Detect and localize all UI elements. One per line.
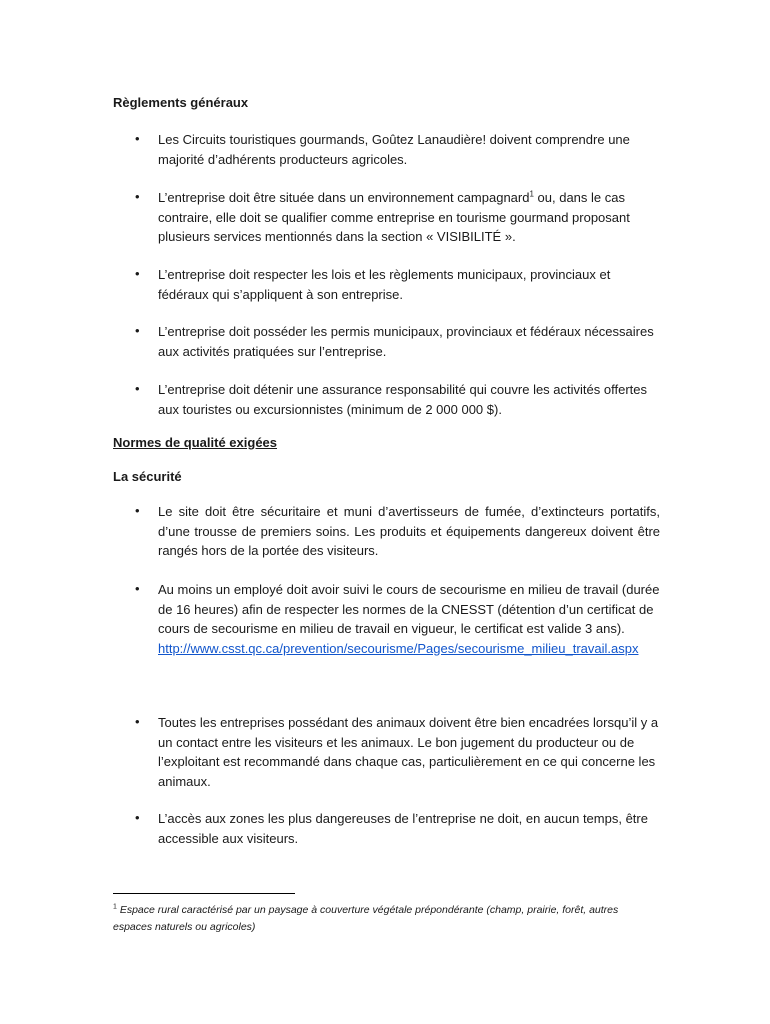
list-item-text: L’entreprise doit posséder les permis municipaux, provinciaux et fédéraux nécessaires aux activités pratiquées sur l’entreprise. <box>158 324 654 359</box>
list-item-text-part: L’entreprise doit être située dans un environnement campagnard <box>158 190 530 205</box>
list-item-text: L’accès aux zones les plus dangereuses de l’entreprise ne doit, en aucun temps, être accessible aux visiteurs. <box>158 811 648 846</box>
list-item-text: Le site doit être sécuritaire et muni d’avertisseurs de fumée, d’extincteurs portatifs, d’une trousse de premiers soins. Les produits et équipements dangereux doivent être rangés hors de la portée des visiteurs. <box>158 504 660 558</box>
list-item <box>135 322 660 361</box>
heading-security: La sécurité <box>113 469 182 484</box>
list-item <box>135 809 660 848</box>
bullet-icon: • <box>135 714 140 729</box>
list-item-text-part: Au moins un employé doit avoir suivi le cours de secourisme en milieu de travail (durée de 16 heures) afin de respecter les normes de la CNESST (détention d’un certificat de cours de secourisme en milieu de travail en vigueur, le certificat est valide 3 ans). <box>158 582 660 636</box>
footnote <box>113 902 643 936</box>
list-item-text: L’entreprise doit respecter les lois et les règlements municipaux, provinciaux et fédéraux qui s’appliquent à son entreprise. <box>158 267 611 302</box>
list-item-text <box>158 580 660 658</box>
bullet-icon: • <box>135 189 140 204</box>
list-item-text: Les Circuits touristiques gourmands, Goûtez Lanaudière! doivent comprendre une majorité d’adhérents producteurs agricoles. <box>158 132 630 167</box>
list-item <box>135 713 660 791</box>
list-item <box>135 502 660 561</box>
heading-general-rules: Règlements généraux <box>113 95 249 110</box>
bullet-icon: • <box>135 810 140 825</box>
bullet-icon: • <box>135 381 140 396</box>
list-item <box>135 130 660 169</box>
list-item-text-part: ou, dans le cas contraire, elle doit se qualifier comme entreprise en tourisme gourmand proposant plusieurs services mentionnés dans la section « VISIBILITÉ ». <box>158 190 630 244</box>
list-item-text <box>158 188 660 247</box>
list-item <box>135 265 660 304</box>
list-item-text: L’entreprise doit détenir une assurance responsabilité qui couvre les activités offertes aux touristes ou excursionnistes (minimum de 2 000 000 $). <box>158 382 647 417</box>
list-item <box>135 580 660 658</box>
bullet-icon: • <box>135 323 140 338</box>
bullet-icon: • <box>135 266 140 281</box>
list-item <box>135 188 660 247</box>
footnote-text: Espace rural caractérisé par un paysage à couverture végétale prépondérante (champ, prairie, forêt, autres espaces naturels ou agricoles) <box>113 904 619 933</box>
list-item-text: Toutes les entreprises possédant des animaux doivent être bien encadrées lorsqu’il y a un contact entre les visiteurs et les animaux. Le bon jugement du producteur ou de l’exploitant est recommandé dans chaque cas, particulièrement en ce qui concerne les animaux. <box>158 715 659 789</box>
bullet-icon: • <box>135 581 140 596</box>
heading-quality-standards: Normes de qualité exigées <box>113 435 278 450</box>
cnesst-link[interactable]: http://www.csst.qc.ca/prevention/secourisme/Pages/secourisme_milieu_travail.aspx <box>158 640 639 656</box>
footnote-divider <box>113 893 295 894</box>
footnote-reference[interactable]: 1 <box>529 189 534 199</box>
footnote-number: 1 <box>113 903 117 911</box>
bullet-icon: • <box>135 503 140 518</box>
list-item <box>135 380 660 419</box>
bullet-icon: • <box>135 131 140 146</box>
